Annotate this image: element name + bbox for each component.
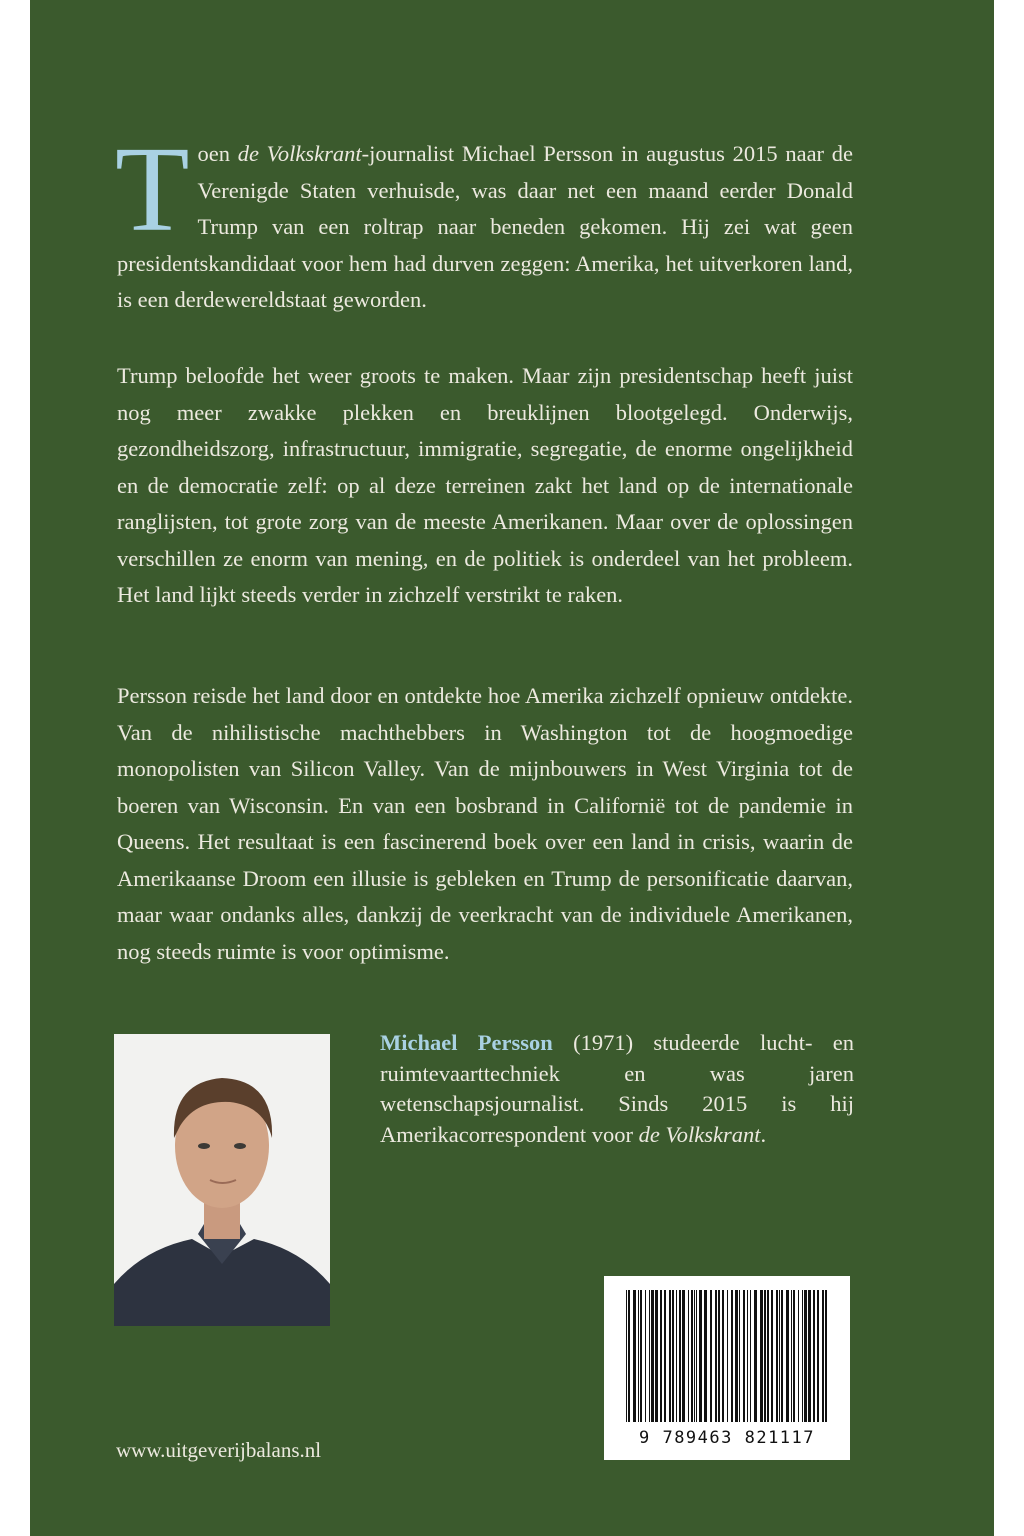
barcode-bar [750,1290,751,1422]
barcode-bar [715,1290,717,1422]
barcode-bar [798,1290,799,1422]
barcode-bar [696,1290,697,1422]
publisher-website[interactable]: www.uitgeverijbalans.nl [116,1438,322,1462]
barcode-bar [688,1290,689,1422]
barcode-bar [779,1290,780,1422]
barcode-bar [771,1290,773,1422]
author-bio-text: (1971) studeerde lucht- en ruimtevaarttechniek en was jaren wetenschapsjournalist. Sinds 2015 is hij Amerikacorrespondent voor [380,1030,854,1147]
barcode-bar [710,1290,712,1422]
barcode-bar [793,1290,795,1422]
barcode-bar [669,1290,671,1422]
barcode-bar [760,1290,763,1422]
intro-rest: -journalist Michael Persson in augustus 2015 naar de Verenigde Staten verhuisde, was daar net een maand eerder Donald Trump van een roltrap naar beneden gekomen. Hij zei wat geen presidentskandidaat voor hem had durven zeggen: Amerika, het uitverkoren land, is een derdewereldstaat geworden. [117,141,853,312]
barcode-bar [655,1290,658,1422]
author-publication: de Volkskrant [638,1121,761,1147]
barcode-bar [718,1290,720,1422]
author-bio-end: . [760,1121,767,1147]
barcode-bar [679,1290,681,1422]
barcode-bar [747,1290,748,1422]
barcode-bar [651,1290,654,1422]
intro-pre: oen [197,141,238,166]
barcode-bar [776,1290,778,1422]
barcode-bar [791,1290,792,1422]
barcode-bar [739,1290,740,1422]
barcode-bar [660,1290,662,1422]
barcode-bar [767,1290,769,1422]
barcode-bar [699,1290,702,1422]
barcode-bars [604,1276,850,1426]
second-paragraph: Trump beloofde het weer groots te maken. Maar zijn presidentschap heeft juist nog meer zwakke plekken en breuklijnen blootgelegd. Onderwijs, gezondheidszorg, infrastructuur, immigratie, segregatie, de enorme ongelijkheid en de democratie zelf: op al deze terreinen zakt het land op de internationale ranglijsten, tot grote zorg van de meeste Amerikanen. Maar over de oplossingen verschillen ze enorm van mening, en de politiek is onderdeel van het probleem. Het land lijkt steeds verder in zichzelf verstrikt te raken. [117,363,853,607]
barcode-bar [781,1290,783,1422]
barcode-bar [645,1290,646,1422]
barcode-bar [628,1290,630,1422]
barcode-bar [731,1290,733,1422]
barcode-bar [808,1290,811,1422]
barcode-bar [694,1290,695,1422]
barcode-bar [786,1290,789,1422]
intro-paragraph [115,122,853,319]
barcode-bar [804,1290,807,1422]
barcode-bar [802,1290,803,1422]
barcode-bar [822,1290,824,1422]
barcode-bar [817,1290,819,1422]
barcode-bar [754,1290,757,1422]
barcode-bar [676,1290,677,1422]
barcode-bar [664,1290,666,1422]
author-photo [114,1034,330,1326]
barcode-bar [825,1290,827,1422]
barcode-bar [704,1290,707,1422]
barcode-bar [722,1290,724,1422]
barcode-bar [626,1290,627,1422]
barcode-bar [682,1290,685,1422]
author-name: Michael Persson [380,1030,553,1055]
barcode-bar [691,1290,693,1422]
barcode-bar [649,1290,650,1422]
author-bio [380,1028,854,1150]
barcode-bar [633,1290,636,1422]
intro-publication: de Volkskrant [237,141,362,166]
barcode-bar [638,1290,639,1422]
barcode-bar [640,1290,642,1422]
barcode-bar [672,1290,674,1422]
barcode-bar [743,1290,745,1422]
barcode-bar [813,1290,815,1422]
barcode-bar [727,1290,728,1422]
barcode-digits: 9 789463 821117 [638,1428,816,1448]
drop-cap: T [115,122,190,257]
isbn-barcode [604,1276,850,1460]
barcode-bar [764,1290,766,1422]
third-paragraph: Persson reisde het land door en ontdekte hoe Amerika zichzelf opnieuw ontdekte. Van de nihilistische machthebbers in Washington tot de hoogmoedige monopolisten van Silicon Valley. Van de mijnbouwers in West Virginia tot de boeren van Wisconsin. En van een bosbrand in Californië tot de pandemie in Queens. Het resultaat is een fascinerend boek over een land in crisis, waarin de Amerikaanse Droom een illusie is gebleken en Trump de personificatie daarvan, maar waar ondanks alles, dankzij de veerkracht van de individuele Amerikanen, nog steeds ruimte is voor optimisme. [117,683,853,964]
barcode-bar [735,1290,738,1422]
